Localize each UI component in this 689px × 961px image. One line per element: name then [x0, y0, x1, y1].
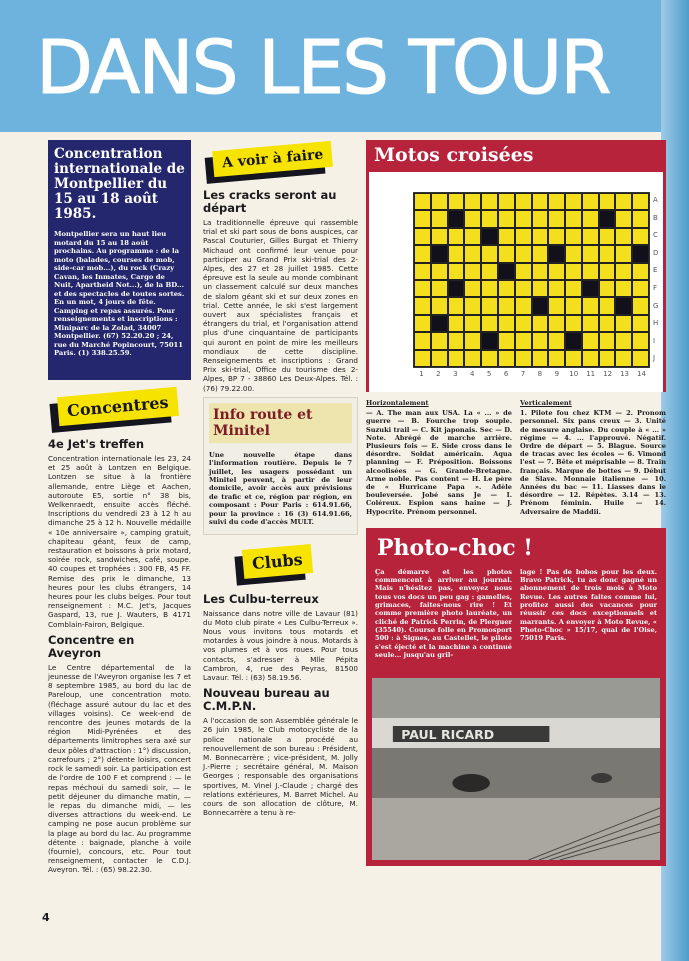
photo-left-text: Ça démarre et les photos commencent à arriver au journal. Mais n'hésitez pas, envoyez nous tous vos docs un peu gag : gamelles, grimaces, faites-nous rire ! Et comme première photo lauréate, un cliché de Patrick Perrin, de Plerguer (35540). Course folle en Promosport 500 : à Signes, au Castellet, le pilote s'est éjecté et la machine a continué seule... jusqu'au gril-: [375, 567, 512, 659]
crossword-cell: [599, 263, 616, 280]
crossword-col-number: 11: [586, 370, 596, 378]
crossword-cell: [565, 350, 582, 367]
crossword-cell: [532, 280, 549, 297]
crossword-cell: [481, 315, 498, 332]
crossword-row-letters: [653, 192, 658, 368]
cracks-title: Les cracks seront au départ: [203, 188, 337, 215]
crossword-row-letter: I: [653, 336, 656, 345]
crossword-col-number: 5: [486, 370, 492, 378]
crossword-cell: [464, 245, 481, 262]
crossword-cell: [431, 245, 448, 262]
crossword-cell: [548, 228, 565, 245]
crossword-cell: [481, 350, 498, 367]
crossword-cell: [582, 315, 599, 332]
crossword-cell: [464, 297, 481, 314]
crossword-cell: [498, 297, 515, 314]
crossword-cell: [431, 332, 448, 349]
crossword-row-letter: G: [653, 301, 659, 310]
crossword-cell: [448, 315, 465, 332]
column-1: [48, 140, 191, 877]
vert-head: Verticalement: [520, 399, 572, 407]
crossword-cell: [632, 263, 649, 280]
jets-text: Concentration internationale les 23, 24 et 25 août à Lontzen en Belgique. Lontzen se situe à la frontière allemande, entre Liège et Aachen, autoroute E5, sortie n° 38 bis, Welkenraedt, ensuite accès fléché. Inscriptions du vendredi 23 à 12 h au dimanche 25 à 12 h. Nouvelle médaille « 10e anniversaire », camping gratuit, chapiteau géant, feux de camp, restauration et boissons à prix motard, soirée rock, sandwiches, café, soupe. 40 coupes et trophées : 300 FB, 45 FF. Remise des prix le dimanche, 13 heures pour les clubs étrangers, 14 heures pour les clubs belges. Pour tout renseignement : M.C. Jet's, Jacques Gaspard, 13, rue J. Wauters, B 4171 Comblain-Fairon, Belgique.: [48, 454, 191, 629]
concentration-box: [48, 140, 191, 380]
crossword-cell: [515, 263, 532, 280]
cracks-text: La traditionnelle épreuve qui rassemble trial et ski part sous de bons auspices, car Pascal Couturier, Gilles Burgat et Thierry Michaud ont confirmé leur venue pour participer au Grand Prix ski-trial des 2-Alpes, des 27 et 28 juillet 1985. Cette épreuve est la seule au monde combinant un classement calculé sur deux manches de slalom géant ski et sur deux zones en trial. Cette année, le ski s'est largement ouvert aux spécialistes français et étrangers du trial, et l'organisation attend plus d'une cinquantaine de participants qui auront en point de mire les meilleurs mondiaux de cette discipline. Renseignements et inscriptions : Grand Prix ski-trial, Office du tourisme des 2-Alpes, BP 7 - 38860 Les Deux-Alpes. Tél. : (76) 79.22.00.: [203, 218, 358, 393]
crossword-cell: [414, 263, 431, 280]
crossword-cell: [632, 350, 649, 367]
crossword-cell: [464, 280, 481, 297]
crossword-cell: [632, 297, 649, 314]
crossword-cell: [515, 332, 532, 349]
crossword-cell: [448, 350, 465, 367]
culbu-title: Les Culbu-terreux: [203, 591, 319, 606]
crossword-cell: [431, 228, 448, 245]
concentration-title: Concentration internationale de Montpellier du 15 au 18 août 1985.: [54, 146, 185, 222]
crossword-cell: [599, 350, 616, 367]
crossword-cell: [615, 228, 632, 245]
crossword-cell: [565, 263, 582, 280]
crossword-cell: [464, 228, 481, 245]
crossword-cell: [632, 193, 649, 210]
info-text: Une nouvelle étape dans l'information routière. Depuis le 7 juillet, les usagers possédant un Minitel peuvent, à partir de leur domicile, avoir accès aux prévisions de trafic et ce, région par région, en composant : Pour Paris : 614.91.66, pour la province : 16 (3) 614.91.66, suivi du code d'accès MULT.: [209, 450, 352, 527]
crossword-cell: [548, 297, 565, 314]
column-3: [366, 140, 666, 866]
crossword-cell: [431, 210, 448, 227]
crossword-cell: [515, 315, 532, 332]
motos-croisees-box: [366, 140, 666, 392]
crossword-cell: [414, 280, 431, 297]
crossword-cell: [431, 280, 448, 297]
crossword-cell: [565, 210, 582, 227]
crossword-cell: [414, 297, 431, 314]
crossword-cell: [414, 210, 431, 227]
horiz-text: — A. The man aux USA. La « ... » de guerre — B. Fourche trop souple. Suzuki trail — C. Kit japonais. Sec — D. Note. Abrégé de marche arrière. Plusieurs fois — E. Side cross dans le désordre. Soldat américain. Aqua planning — F. Préposition. Boissons alcoolisées — G. Grande-Bretagne. Arme noble. Pas content — H. Le père de « Hurricane Papa ». Adèle bouleversée. Jobé sans Je — I. Coléreux. Espion sans haine — J. Hypocrite. Prénom personnel.: [366, 409, 512, 516]
crossword-cell: [498, 332, 515, 349]
crossword-cell: [582, 280, 599, 297]
crossword-cell: [464, 350, 481, 367]
crossword-cell: [615, 263, 632, 280]
crossword-cell: [464, 263, 481, 280]
crossword-cell: [632, 245, 649, 262]
crossword-cell: [448, 280, 465, 297]
crossword-cell: [448, 228, 465, 245]
crossword-col-number: 3: [453, 370, 458, 378]
crossword-cell: [548, 350, 565, 367]
crossword-col-number: 12: [603, 370, 613, 378]
crossword-cell: [448, 332, 465, 349]
crossword-cell: [599, 245, 616, 262]
crossword-cell: [615, 332, 632, 349]
crossword-cell: [548, 245, 565, 262]
crossword-cell: [582, 228, 599, 245]
concentration-text: Montpellier sera un haut lieu motard du 15 au 18 août prochains. Au programme : de la moto (balades, courses de mob, side-car mob...), du rock (Crazy Cavan, les Inmates, Cargo de Nuit, Apartheid Not...), de la BD... et des spectacles de toutes sortes. En un mot, 4 jours de fête. Camping et repas assurés. Pour renseignements et inscriptions : Miniparc de la Zolad, 34007 Montpellier. (67) 52.20.20 ; 24, rue du Marché Popincourt, 75011 Paris. (1) 338.25.59.: [54, 230, 185, 357]
crossword-row-letter: J: [653, 354, 656, 363]
crossword-cell: [431, 263, 448, 280]
info-route-box: [203, 397, 358, 535]
crossword-cell: [582, 332, 599, 349]
banner-text: PAUL RICARD: [401, 728, 495, 742]
crossword-cell: [582, 297, 599, 314]
race-photo: [372, 678, 660, 860]
crossword-cell: [582, 245, 599, 262]
crossword-cell: [565, 193, 582, 210]
crossword-cell: [582, 210, 599, 227]
merci-credit: Merci à Christophe Crabières: [375, 178, 414, 201]
crossword-cell: [498, 280, 515, 297]
crossword-cell: [515, 193, 532, 210]
horiz-head: Horizontalement: [366, 399, 429, 407]
crossword-row-letter: F: [653, 283, 658, 292]
crossword-cell: [599, 210, 616, 227]
crossword-col-number: 14: [636, 370, 646, 378]
crossword-cell: [632, 228, 649, 245]
crossword-cell: [565, 245, 582, 262]
crossword-cell: [481, 297, 498, 314]
vert-text: 1. Pilote fou chez KTM — 2. Pronom personnel. Six pans creux — 3. Unité de mesure anglaise. Du couple à « ... » régime — 4. ... l'approuvé. Négatif. Ordre de départ — 5. Blague. Source de tracas avec les écoles — 6. Vimond l'est — 7. Bête et méprisable — 8. Train français. Marque de bottes — 9. Début de Slave. Monnaie italienne — 10. Années du bac — 11. Liasses dans le désordre — 12. Répètes. 3.14 — 13. Prénom féminin. Huile — 14. Adversaire de Maddii.: [520, 409, 666, 516]
crossword-col-number: 9: [554, 370, 560, 378]
crossword-cell: [448, 297, 465, 314]
crossword-cell: [565, 315, 582, 332]
crossword-cell: [414, 332, 431, 349]
aveyron-title: Concentre en Aveyron: [48, 632, 135, 660]
crossword-row-letter: C: [653, 231, 658, 240]
crossword-col-number: 6: [503, 370, 509, 378]
crossword-cell: [599, 193, 616, 210]
crossword-row-letter: D: [653, 248, 659, 257]
crossword-cell: [582, 193, 599, 210]
crossword-cell: [464, 315, 481, 332]
crossword-cell: [414, 193, 431, 210]
crossword-cell: [548, 280, 565, 297]
crossword-cell: [532, 193, 549, 210]
crossword-col-number: 1: [419, 370, 424, 378]
photo-right-text: lage ! Pas de bobos pour les deux. Bravo Patrick, tu as donc gagné un abonnement de trois mois à Moto Revue. Les autres faites comme lui, profitez aussi des vacances pour réussir ces docs exceptionnels et marrants. A envoyer à Moto Revue, « Photo-Choc » 15/17, quai de l'Oise, 75019 Paris.: [520, 567, 657, 643]
crossword-cell: [448, 210, 465, 227]
crossword-cell: [615, 350, 632, 367]
crossword-cell: [632, 332, 649, 349]
aveyron-text: Le Centre départemental de la jeunesse de l'Aveyron organise les 7 et 8 septembre 1985, au bord du lac de Pareloup, une concentration moto. (fléchage assuré autour du lac et des villages voisins). Ce week-end de rencontre des jeunes motards de la région Midi-Pyrénées et des départements limitrophes sera axé sur deux pôles d'attraction : 1°) discussion, carrefours ; 2°) détente loisirs, concert rock le samedi soir. La participation est de l'ordre de 100 F et comprend : — le repas méchoui du samedi soir, — le petit déjeuner du dimanche matin, — le repas du dimanche midi, — les diverses attractions du week-end. Le camping ne pose aucun problème sur la plage au bord du lac. Au programme détente : baignade, planche à voile (fournie), concours, etc. Pour tout renseignement, contacter le C.D.J. Aveyron. Tél. : (65) 98.22.30.: [48, 662, 191, 875]
crossword-col-number: 10: [569, 370, 579, 378]
photo-choc-box: [366, 528, 666, 866]
crossword-cell: [515, 228, 532, 245]
crossword-col-number: 4: [469, 370, 475, 378]
crossword-cell: [414, 245, 431, 262]
crossword-cell: [431, 350, 448, 367]
crossword-cell: [431, 193, 448, 210]
crossword-cell: [532, 210, 549, 227]
concentres-tag: Concentres: [57, 387, 179, 426]
crossword-col-number: 7: [520, 370, 526, 378]
crossword-cell: [532, 332, 549, 349]
crossword-cell: [548, 193, 565, 210]
crossword-cell: [481, 280, 498, 297]
crossword-cell: [615, 297, 632, 314]
crossword-column-numbers: [413, 370, 650, 380]
crossword-cell: [599, 280, 616, 297]
crossword-cell: [448, 245, 465, 262]
photo-title: Photo-choc !: [377, 534, 533, 561]
crossword-cell: [481, 332, 498, 349]
crossword-col-number: 13: [620, 370, 629, 378]
crossword-row-letter: A: [653, 196, 658, 204]
crossword-cell: [565, 280, 582, 297]
crossword-cell: [498, 193, 515, 210]
culbu-text: Naissance dans notre ville de Lavaur (81) du Moto club pirate « Les Culbu-Terreux ». Nous vous invitons tous motards et motardes à vous joindre à nous. Motards à vos plumes et à vos roues. Pour tous contacts, s'adresser à Mlle Pépita Cambron, 4, rue des Peyras, 81500 Lavaur. Tél. : (63) 58.19.56.: [203, 608, 358, 682]
crossword-col-number: 8: [537, 370, 543, 378]
crossword-cell: [481, 263, 498, 280]
cmpn-title: Nouveau bureau au C.M.P.N.: [203, 686, 330, 714]
crossword-cell: [481, 228, 498, 245]
crossword-cell: [548, 210, 565, 227]
page-number: 4: [42, 911, 50, 924]
crossword-cell: [532, 315, 549, 332]
jets-title: 4e Jet's treffen: [48, 437, 145, 451]
motos-title: Motos croisées: [374, 144, 534, 166]
crossword-cell: [548, 332, 565, 349]
crossword-cell: [632, 210, 649, 227]
crossword-cell: [498, 210, 515, 227]
crossword-cell: [448, 263, 465, 280]
crossword-cell: [532, 245, 549, 262]
crossword-cell: [515, 297, 532, 314]
crossword-cell: [532, 350, 549, 367]
crossword-cell: [515, 245, 532, 262]
crossword-cell: [498, 228, 515, 245]
race-photo-drawing: [372, 678, 660, 860]
crossword-cell: [498, 263, 515, 280]
crossword-cell: [515, 350, 532, 367]
crossword-cell: [615, 315, 632, 332]
crossword-cell: [532, 228, 549, 245]
column-2: [203, 140, 358, 819]
crossword-cell: [464, 210, 481, 227]
crossword-grid: [413, 192, 650, 368]
crossword-cell: [615, 193, 632, 210]
crossword-cell: [481, 245, 498, 262]
crossword-cell: [464, 332, 481, 349]
avoir-tag: A voir à faire: [212, 141, 333, 177]
crossword-row-letter: H: [653, 319, 659, 328]
crossword-cell: [548, 315, 565, 332]
crossword-clues: [366, 399, 666, 518]
crossword-cell: [448, 193, 465, 210]
crossword-row-letter: B: [653, 213, 658, 222]
crossword-cell: [515, 210, 532, 227]
crossword-cell: [532, 263, 549, 280]
crossword-cell: [414, 228, 431, 245]
crossword-cell: [414, 350, 431, 367]
crossword-cell: [599, 332, 616, 349]
crossword-cell: [632, 280, 649, 297]
crossword-cell: [565, 297, 582, 314]
crossword-cell: [431, 315, 448, 332]
crossword-cell: [481, 193, 498, 210]
crossword-cell: [582, 263, 599, 280]
crossword-panel: [369, 172, 663, 392]
photo-text-columns: [371, 568, 661, 661]
crossword-cell: [582, 350, 599, 367]
crossword-cell: [515, 280, 532, 297]
crossword-cell: [599, 297, 616, 314]
crossword-cell: [498, 350, 515, 367]
crossword-cell: [565, 332, 582, 349]
masthead-title: DANS LES TOUR: [36, 28, 610, 108]
crossword-cell: [548, 263, 565, 280]
cmpn-text: A l'occasion de son Assemblée générale le 26 juin 1985, le Club motocycliste de la police nationale a procédé au renouvellement de son bureau : Président, M. Bonnecarrère ; vice-président, M. Jolly J.-Pierre ; secrétaire général, M. Maison Georges ; responsable des organisations sportives, M. Vinel J.-Claude ; chargé des relations extérieures, M. Barret Michel. Au cours de son allocation de clôture, M. Bonnecarrère a tenu à re-: [203, 716, 358, 818]
crossword-cell: [632, 315, 649, 332]
crossword-cell: [565, 228, 582, 245]
crossword-cell: [498, 245, 515, 262]
crossword-cell: [615, 280, 632, 297]
crossword-cell: [615, 245, 632, 262]
crossword-cell: [615, 210, 632, 227]
crossword-cell: [481, 210, 498, 227]
info-title: Info route et Minitel: [209, 403, 352, 443]
crossword-cell: [414, 315, 431, 332]
crossword-cell: [498, 315, 515, 332]
crossword-cell: [599, 315, 616, 332]
crossword-cell: [532, 297, 549, 314]
crossword-cell: [599, 228, 616, 245]
crossword-col-number: 2: [436, 370, 441, 378]
clubs-tag: Clubs: [242, 544, 313, 579]
crossword-cell: [464, 193, 481, 210]
crossword-cell: [431, 297, 448, 314]
crossword-row-letter: E: [653, 266, 658, 275]
